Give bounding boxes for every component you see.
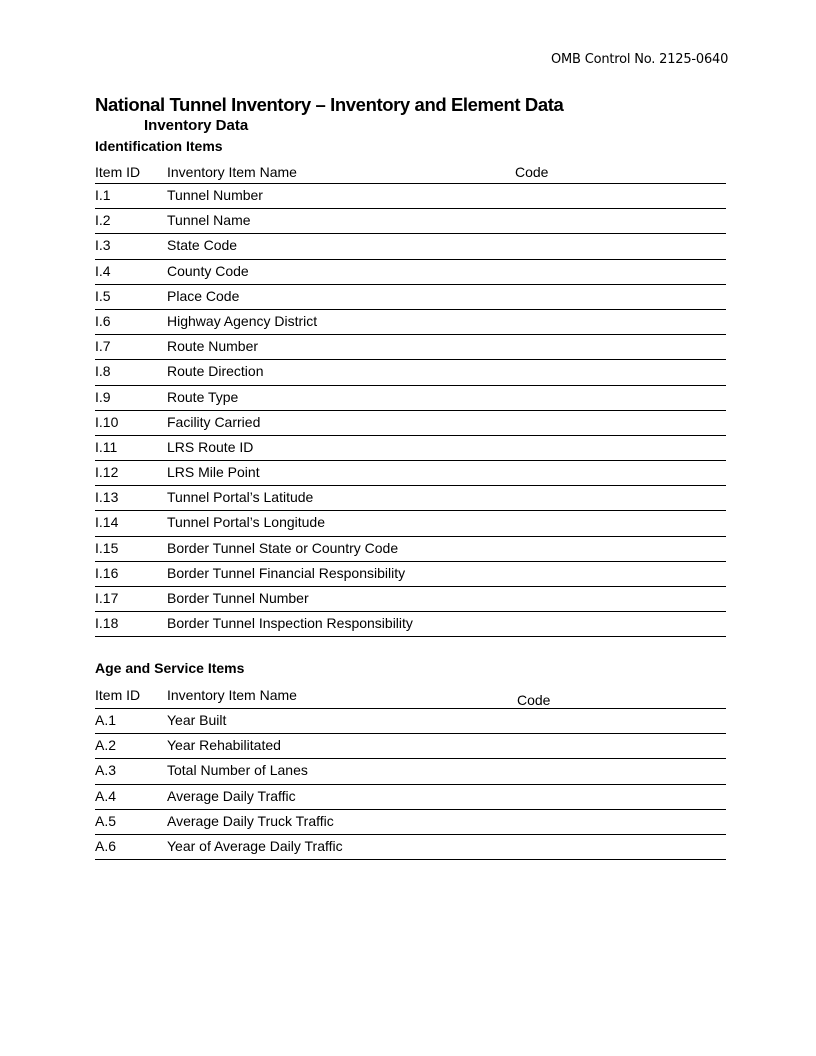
item-name: LRS Route ID <box>167 438 254 455</box>
table-row <box>95 234 726 259</box>
item-name: Route Type <box>167 388 239 405</box>
item-id: A.5 <box>95 812 117 829</box>
table-row <box>95 260 726 285</box>
item-name: Border Tunnel Financial Responsibility <box>167 564 406 581</box>
table-row <box>95 285 726 310</box>
item-name: Year Rehabilitated <box>167 737 281 754</box>
item-id: I.12 <box>95 464 119 481</box>
table-header <box>95 684 726 709</box>
table-row <box>95 835 726 860</box>
item-id: I.5 <box>95 287 111 304</box>
table-row <box>95 709 726 734</box>
item-id: I.17 <box>95 590 119 606</box>
table-row <box>95 612 726 637</box>
omb-control-number: OMB Control No. 2125-0640 <box>551 52 729 67</box>
item-name: Route Direction <box>167 363 264 380</box>
table-row <box>95 411 726 436</box>
item-id: A.6 <box>95 837 117 854</box>
item-id: I.11 <box>95 438 118 455</box>
column-header-item-id: Item ID <box>95 687 141 703</box>
identification-section-title: Identification Items <box>95 138 223 154</box>
document-title: National Tunnel Inventory – Inventory and Element Data <box>95 94 564 115</box>
item-name: Year of Average Daily Traffic <box>167 837 343 854</box>
item-id: I.3 <box>95 237 111 254</box>
table-row <box>95 310 726 335</box>
item-name: State Code <box>167 237 238 254</box>
item-id: I.4 <box>95 262 111 279</box>
age-service-section-title: Age and Service Items <box>95 660 245 676</box>
item-name: Route Number <box>167 338 259 355</box>
item-id: I.15 <box>95 539 119 556</box>
item-name: Facility Carried <box>167 413 261 430</box>
item-name: Highway Agency District <box>167 312 318 329</box>
item-id: I.16 <box>95 564 119 581</box>
item-name: LRS Mile Point <box>167 464 260 481</box>
document-subtitle: Inventory Data <box>144 117 249 134</box>
item-id: I.7 <box>95 338 111 355</box>
column-header-item-id: Item ID <box>95 164 141 180</box>
item-id: A.2 <box>95 737 117 754</box>
table-row <box>95 734 726 759</box>
item-id: I.14 <box>95 514 119 531</box>
item-name: Tunnel Name <box>167 212 251 229</box>
identification-table <box>95 161 726 637</box>
item-name: Average Daily Traffic <box>167 787 296 804</box>
table-row <box>95 537 726 562</box>
table-row <box>95 209 726 234</box>
table-row <box>95 810 726 835</box>
table-row <box>95 486 726 511</box>
item-name: Year Built <box>167 712 227 728</box>
table-row <box>95 785 726 810</box>
column-header-item-name: Inventory Item Name <box>167 164 297 180</box>
item-name: Border Tunnel State or Country Code <box>167 539 399 556</box>
table-row <box>95 360 726 385</box>
column-header-code: Code <box>515 164 549 180</box>
item-name: Tunnel Portal’s Latitude <box>167 489 314 506</box>
table-row <box>95 184 726 209</box>
item-id: A.4 <box>95 787 117 804</box>
item-id: A.3 <box>95 762 117 779</box>
item-id: I.18 <box>95 615 119 632</box>
item-name: Tunnel Number <box>167 187 263 203</box>
item-id: I.2 <box>95 212 111 229</box>
item-id: I.1 <box>95 187 111 203</box>
table-header <box>95 161 726 184</box>
item-id: A.1 <box>95 712 117 728</box>
table-row <box>95 386 726 411</box>
item-name: Border Tunnel Inspection Responsibility <box>167 615 413 632</box>
item-id: I.8 <box>95 363 111 380</box>
table-body <box>95 709 726 860</box>
table-row <box>95 436 726 461</box>
column-header-item-name: Inventory Item Name <box>167 687 297 703</box>
age-service-table <box>95 684 726 860</box>
item-id: I.13 <box>95 489 119 506</box>
table-row <box>95 511 726 536</box>
table-body <box>95 184 726 637</box>
column-header-code: Code <box>517 692 551 708</box>
item-id: I.6 <box>95 312 111 329</box>
item-name: Average Daily Truck Traffic <box>167 812 334 829</box>
item-name: Tunnel Portal’s Longitude <box>167 514 325 531</box>
table-row <box>95 587 726 612</box>
table-row <box>95 562 726 587</box>
item-id: I.9 <box>95 388 111 405</box>
item-id: I.10 <box>95 413 119 430</box>
item-name: Total Number of Lanes <box>167 762 308 779</box>
table-row <box>95 461 726 486</box>
item-name: Place Code <box>167 287 240 304</box>
table-row <box>95 759 726 784</box>
item-name: County Code <box>167 262 249 279</box>
table-row <box>95 335 726 360</box>
item-name: Border Tunnel Number <box>167 590 309 606</box>
